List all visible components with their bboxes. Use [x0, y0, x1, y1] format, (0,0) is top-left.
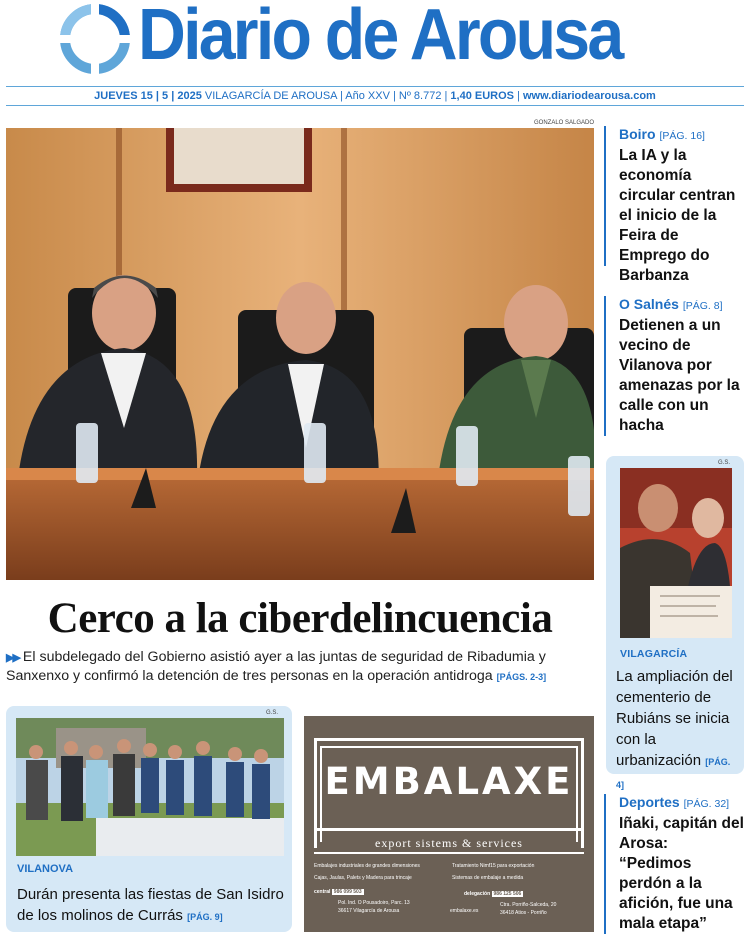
- ad-brand-logo: EMBALAXE: [324, 760, 574, 803]
- dateline-sep: |: [514, 90, 523, 102]
- sidebar-section-page: [PÁG. 16]: [659, 130, 705, 142]
- sidebar-section-name: Deportes: [619, 794, 680, 810]
- sidebar-story-boiro[interactable]: [604, 126, 744, 284]
- main-lede-text: El subdelegado del Gobierno asistió ayer a las juntas de seguridad de Ribadumia y Sanxenxo y confirmó la detención de tres personas en la operación antidroga: [6, 649, 546, 684]
- masthead: [0, 0, 750, 102]
- ad-delegacion-address-1: Ctra. Porriño-Salceda, 20: [500, 902, 557, 908]
- sidebar-section-name: O Salnés: [619, 296, 679, 312]
- vilagarcia-headline-text: La ampliación del cementerio de Rubiáns se inicia con la urbanización: [616, 668, 733, 769]
- ad-divider: [314, 852, 584, 854]
- sidebar-headline[interactable]: La IA y la economía circular centran el inicio de la Feira de Emprego do Barbanza: [619, 147, 736, 284]
- main-headline[interactable]: Cerco a la ciberdelincuencia: [47, 595, 553, 642]
- vilanova-headline[interactable]: [17, 884, 287, 928]
- main-photo-credit: GONZALO SALGADO: [533, 120, 594, 126]
- main-lede: [6, 648, 596, 686]
- sidebar-story-osalnes[interactable]: [604, 296, 744, 436]
- ad-divider: [314, 828, 584, 831]
- ad-central: [314, 889, 364, 895]
- sidebar-section: [619, 126, 744, 142]
- vilanova-section: VILANOVA: [17, 863, 74, 875]
- ad-delegacion-label: delegación: [464, 891, 491, 897]
- ad-service-3: Cajas, Jaulas, Palets y Madera para trincaje: [314, 875, 412, 881]
- ad-central-address-2: 36617 Vilagarcía de Arousa: [338, 908, 400, 914]
- sidebar-headline[interactable]: Iñaki, capitán del Arosa: “Pedimos perdón a la afición, fue una mala etapa”: [619, 815, 744, 932]
- vilagarcia-story-box[interactable]: [606, 456, 744, 790]
- ad-delegacion-phone[interactable]: 986 125 506: [493, 891, 522, 897]
- masthead-title: Diario de Arousa: [138, 0, 622, 75]
- ad-central-address-1: Pol. Ind. O Pousadoiro, Parc. 13: [338, 900, 410, 906]
- sidebar-section-page: [PÁG. 32]: [683, 798, 730, 810]
- dateline: [6, 86, 744, 106]
- dateline-date: JUEVES 15 | 5 | 2025: [94, 90, 202, 102]
- sidebar-headline[interactable]: Detienen a un vecino de Vilanova por amenazas por la calle con un hacha: [619, 317, 740, 434]
- vilanova-story-box[interactable]: [6, 706, 292, 932]
- sidebar-story-deportes[interactable]: [604, 794, 744, 934]
- ad-service-2: Tratamiento Nimf15 para exportación: [452, 863, 535, 869]
- vilagarcia-photo-credit: G.S.: [718, 460, 731, 466]
- ad-tagline: export sistems & services: [375, 836, 523, 850]
- dateline-info: VILAGARCÍA DE AROUSA | Año XXV | Nº 8.772 |: [201, 90, 451, 102]
- embalaxe-advertisement[interactable]: [304, 716, 594, 932]
- sidebar-section-name: Boiro: [619, 126, 656, 142]
- vilanova-photo[interactable]: [16, 718, 284, 856]
- ad-central-label: central: [314, 889, 331, 895]
- vilagarcia-section: VILAGARCÍA: [620, 648, 688, 660]
- main-photo[interactable]: [6, 128, 594, 580]
- sidebar-section-page: [PÁG. 8]: [682, 300, 723, 312]
- ad-delegacion-address-2: 36418 Atios - Porriño: [500, 910, 547, 916]
- dateline-price: 1,40 EUROS: [450, 90, 514, 102]
- main-story-pages[interactable]: [PÁGS. 2-3]: [496, 672, 547, 682]
- vilanova-photo-credit: G.S.: [266, 710, 279, 716]
- sidebar-section: [619, 296, 744, 312]
- ad-delegacion: [464, 891, 523, 897]
- double-chevron-icon: ▶▶: [6, 652, 19, 664]
- dateline-website[interactable]: www.diariodearousa.com: [522, 90, 656, 102]
- vilagarcia-page: [PÁG. 4]: [616, 757, 731, 790]
- vilagarcia-photo[interactable]: [620, 468, 732, 638]
- sidebar-section: [619, 794, 744, 810]
- ad-service-4: Sistemas de embalaje a medida: [452, 875, 524, 881]
- vilanova-headline-text: Durán presenta las fiestas de San Isidro de los molinos de Currás: [17, 886, 284, 924]
- vilanova-page: [PÁG. 9]: [187, 912, 223, 922]
- diario-logo-icon: [60, 4, 130, 74]
- ad-central-phone[interactable]: 986 099 503: [333, 889, 362, 895]
- ad-service-1: Embalajes industriales de grandes dimensiones: [314, 863, 420, 869]
- vilagarcia-headline[interactable]: [616, 666, 740, 796]
- ad-website[interactable]: embalaxe.es: [450, 908, 479, 914]
